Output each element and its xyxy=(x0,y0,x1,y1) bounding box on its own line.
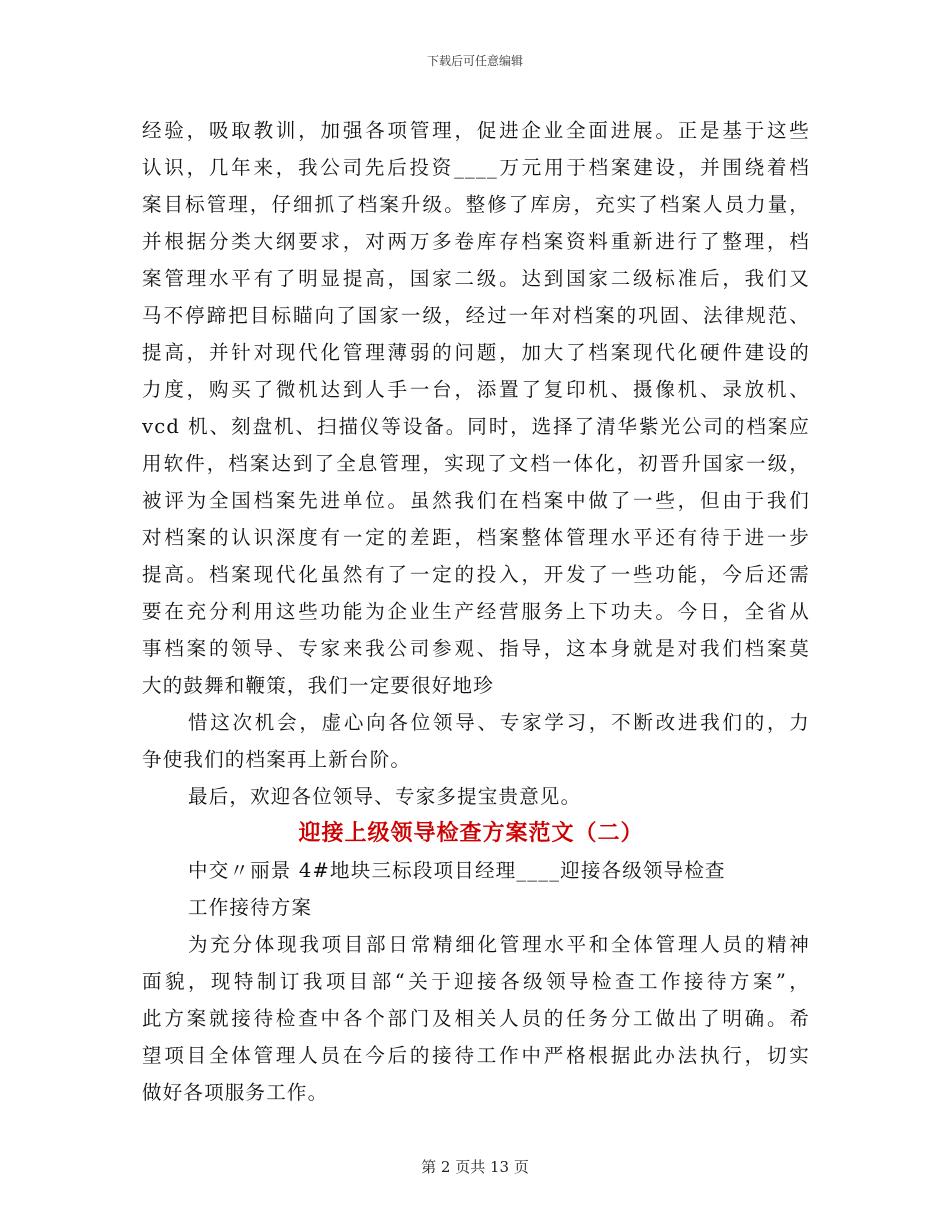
page-footer: 第 2 页共 13 页 xyxy=(421,1158,529,1176)
section-title: 迎接上级领导检查方案范文（二） xyxy=(298,821,644,846)
text-line: 此方案就接待检查中各个部门及相关人员的任务分工做出了明确。希 xyxy=(142,1007,810,1030)
text-line: 提高。档案现代化虽然有了一定的投入，开发了一些功能，今后还需 xyxy=(142,563,810,586)
text-line: 被评为全国档案先进单位。虽然我们在档案中做了一些，但由于我们 xyxy=(142,489,810,512)
text-line: 争使我们的档案再上新台阶。 xyxy=(142,748,412,771)
page-header: 下载后可任意编辑 xyxy=(426,54,523,68)
text-line: 为充分体现我项目部日常精细化管理水平和全体管理人员的精神 xyxy=(188,933,810,956)
text-line: 工作接待方案 xyxy=(188,896,313,919)
text-line: 经验，吸取教训，加强各项管理，促进企业全面进展。正是基于这些 xyxy=(142,119,810,142)
text-line: 做好各项服务工作。 xyxy=(142,1081,329,1104)
text-line: 案目标管理，仔细抓了档案升级。整修了库房，充实了档案人员力量， xyxy=(142,193,810,216)
text-line: 马不停蹄把目标瞄向了国家一级，经过一年对档案的巩固、法律规范、 xyxy=(142,304,810,327)
text-line: 面貌，现特制订我项目部“关于迎接各级领导检查工作接待方案”， xyxy=(142,970,810,993)
text-line: 要在充分利用这些功能为企业生产经营服务上下功夫。今日，全省从 xyxy=(142,600,810,623)
text-line: 事档案的领导、专家来我公司参观、指导，这本身就是对我们档案莫 xyxy=(142,637,810,660)
text-line: vcd 机、刻盘机、扫描仪等设备。同时，选择了清华紫光公司的档案应 xyxy=(142,415,810,438)
text-line: 中交〃丽景 4#地块三标段项目经理____迎接各级领导检查 xyxy=(188,859,726,882)
text-line: 望项目全体管理人员在今后的接待工作中严格根据此办法执行，切实 xyxy=(142,1044,810,1067)
text-line: 对档案的认识深度有一定的差距，档案整体管理水平还有待于进一步 xyxy=(142,526,810,549)
text-line: 提高，并针对现代化管理薄弱的问题，加大了档案现代化硬件建设的 xyxy=(142,341,810,364)
text-line: 用软件，档案达到了全息管理，实现了文档一体化，初晋升国家一级， xyxy=(142,452,810,475)
text-line: 大的鼓舞和鞭策，我们一定要很好地珍 xyxy=(142,674,494,697)
text-line: 惜这次机会，虚心向各位领导、专家学习，不断改进我们的，力 xyxy=(188,711,810,734)
text-line: 最后，欢迎各位领导、专家多提宝贵意见。 xyxy=(188,785,582,808)
text-line: 案管理水平有了明显提高，国家二级。达到国家二级标准后，我们又 xyxy=(142,267,810,290)
text-line: 并根据分类大纲要求，对两万多卷库存档案资料重新进行了整理，档 xyxy=(142,230,810,253)
text-line: 力度，购买了微机达到人手一台，添置了复印机、摄像机、录放机、 xyxy=(142,378,810,401)
text-line: 认识，几年来，我公司先后投资____万元用于档案建设，并围绕着档 xyxy=(142,156,810,179)
document-body xyxy=(142,112,810,1111)
